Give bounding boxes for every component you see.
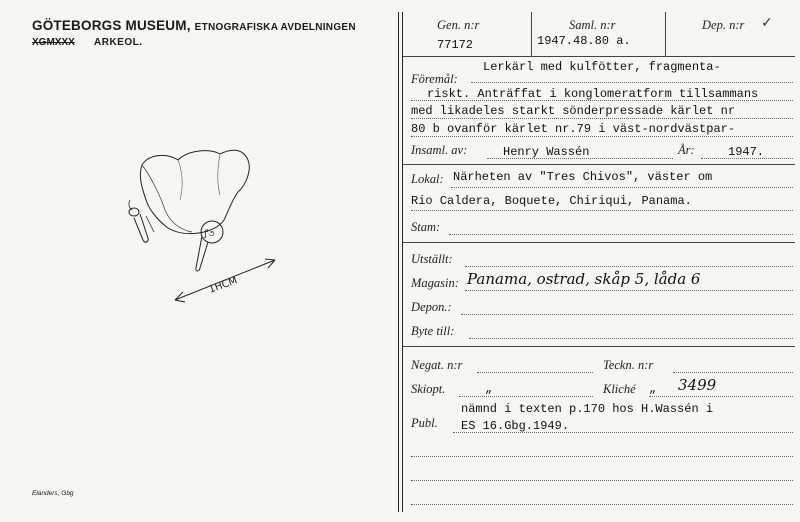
kliche-value: „ (649, 382, 657, 396)
negat-label: Negat. n:r (411, 358, 463, 372)
section-rule (403, 242, 795, 243)
insaml-label: Insaml. av: (411, 143, 468, 157)
vessel-sketch (120, 140, 290, 310)
lokal-line-2: Rio Caldera, Boquete, Chiriqui, Panama. (411, 194, 692, 208)
foremal-line-3: med likadeles starkt sönderpressade kärlet nr (411, 104, 736, 118)
foremal-line-4: 80 b ovanför kärlet nr.79 i väst-nordvästpar- (411, 122, 736, 136)
publ-line-1: nämnd i texten p.170 hos H.Wassén i (461, 402, 714, 416)
ar-label: År: (678, 143, 695, 157)
magasin-label: Magasin: (411, 276, 459, 290)
museum-header (32, 18, 356, 33)
printer-imprint: Elanders, Gbg (32, 490, 74, 497)
skiopt-value: „ (485, 382, 493, 396)
header-separator (665, 12, 666, 56)
scale-label: 1HCM (207, 275, 239, 296)
section-rule (403, 164, 795, 165)
checkmark-icon: ✓ (761, 15, 773, 31)
foremal-label: Föremål: (411, 72, 458, 86)
museum-department: ETNOGRAFISKA AVDELNINGEN (194, 22, 356, 33)
ar-value: 1947. (728, 145, 765, 159)
kliche-number: 3499 (678, 376, 717, 394)
depon-label: Depon.: (411, 300, 452, 314)
kliche-label: Kliché (603, 382, 636, 396)
catalog-form (403, 12, 795, 512)
lokal-label: Lokal: (411, 172, 444, 186)
gen-label: Gen. n:r (437, 18, 480, 32)
header-rule (403, 56, 795, 57)
section-rule (403, 346, 795, 347)
publ-label: Publ. (411, 416, 438, 430)
saml-value: 1947.48.80 a. (537, 34, 631, 48)
insaml-value: Henry Wassén (503, 145, 590, 159)
dep-label: Dep. n:r (702, 18, 745, 32)
svg-text:ꝭ૭: ꝭ૭ (204, 229, 215, 239)
teckn-label: Teckn. n:r (603, 358, 654, 372)
foremal-line-2: riskt. Anträffat i konglomeratform tillsammans (427, 87, 759, 101)
museum-name: GÖTEBORGS MUSEUM, (32, 18, 191, 33)
skiopt-label: Skiopt. (411, 382, 446, 396)
byte-label: Byte till: (411, 324, 455, 338)
utstallt-label: Utställt: (411, 252, 453, 266)
header-separator (531, 12, 532, 56)
stam-label: Stam: (411, 220, 441, 234)
struck-section: XGMXXX (32, 37, 75, 48)
lokal-line-1: Närheten av "Tres Chivos", väster om (453, 170, 713, 184)
section-label: ARKEOL. (94, 37, 143, 48)
foremal-line-1: Lerkärl med kulfötter, fragmenta- (483, 60, 721, 74)
gen-value: 77172 (437, 38, 474, 52)
saml-label: Saml. n:r (569, 18, 616, 32)
magasin-value: Panama, ostrad, skåp 5, låda 6 (467, 270, 701, 288)
publ-line-2: ES 16.Gbg.1949. (461, 419, 570, 433)
